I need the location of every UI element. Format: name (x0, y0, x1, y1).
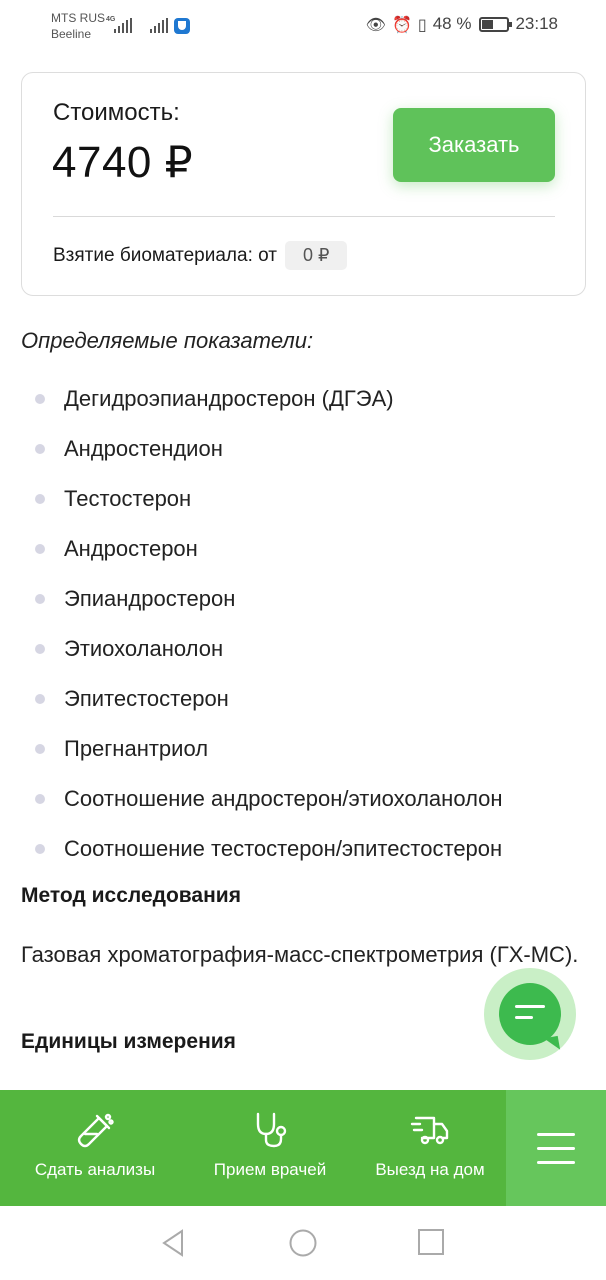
bullet-icon (35, 844, 45, 854)
list-item (0, 724, 606, 774)
indicator-label: Соотношение тестостерон/эпитестостерон (64, 836, 503, 861)
list-item (0, 774, 606, 824)
alarm-icon: ⏰ (391, 14, 412, 34)
battery-percent: 48 % (432, 14, 472, 33)
recent-apps-icon[interactable] (417, 1228, 445, 1256)
home-icon[interactable] (288, 1228, 318, 1258)
price-value: 4740 ₽ (52, 138, 194, 187)
list-item (0, 574, 606, 624)
divider (53, 216, 555, 217)
eye-icon: 👁 (365, 14, 386, 34)
indicator-label: Тестостерон (64, 486, 192, 511)
status-bar (0, 0, 606, 52)
price-card (21, 72, 586, 296)
indicator-label: Эпитестостерон (64, 686, 229, 711)
indicator-label: Андростендион (64, 436, 223, 461)
delivery-truck-icon (410, 1110, 450, 1150)
units-title: Единицы измерения (21, 1030, 236, 1053)
bullet-icon (35, 594, 45, 604)
indicator-label: Андростерон (64, 536, 198, 561)
bullet-icon (35, 444, 45, 454)
bullet-icon (35, 494, 45, 504)
list-item (0, 824, 606, 874)
carrier-2: Beeline (51, 27, 92, 41)
back-icon[interactable] (158, 1228, 188, 1258)
order-button[interactable]: Заказать (393, 108, 555, 182)
biomaterial-row (53, 241, 347, 270)
biomaterial-price-chip: 0 ₽ (285, 241, 347, 270)
list-item (0, 624, 606, 674)
security-shield-icon (174, 18, 190, 34)
clock: 23:18 (515, 14, 558, 33)
nav-label: Сдать анализы (34, 1160, 156, 1179)
indicators-title: Определяемые показатели: (21, 328, 314, 353)
biomaterial-label: Взятие биоматериала: от (53, 244, 277, 266)
nav-label: Прием врачей (213, 1160, 327, 1179)
list-item (0, 424, 606, 474)
status-right (366, 14, 558, 34)
indicator-label: Соотношение андростерон/этиохоланолон (64, 786, 503, 811)
network-type-badge: 4G (106, 16, 116, 23)
price-label: Стоимость: (53, 99, 180, 126)
stethoscope-icon (250, 1110, 290, 1150)
method-title: Метод исследования (21, 884, 241, 907)
method-text: Газовая хроматография-масс-спектрометрия (ГХ-МС). (21, 942, 579, 967)
list-item (0, 674, 606, 724)
chat-bubble-icon (499, 983, 561, 1045)
bullet-icon (35, 694, 45, 704)
list-item (0, 474, 606, 524)
bullet-icon (35, 644, 45, 654)
indicator-label: Эпиандростерон (64, 586, 236, 611)
bullet-icon (35, 394, 45, 404)
android-nav-bar (0, 1206, 606, 1280)
carrier-1: MTS RUS (51, 11, 105, 25)
nav-item-doctors[interactable] (190, 1090, 350, 1206)
chat-button[interactable] (484, 968, 576, 1060)
list-item (0, 374, 606, 424)
indicator-label: Этиохоланолон (64, 636, 224, 661)
indicators-list (0, 374, 606, 874)
nav-item-home-visit[interactable] (350, 1090, 510, 1206)
indicator-label: Дегидроэпиандростерон (ДГЭА) (64, 386, 394, 411)
signal-strength-icon (150, 19, 168, 33)
list-item (0, 524, 606, 574)
battery-icon (479, 17, 509, 32)
bullet-icon (35, 794, 45, 804)
carrier-info (51, 10, 105, 42)
bottom-nav (0, 1090, 606, 1206)
bullet-icon (35, 544, 45, 554)
signal-strength-icon (114, 19, 132, 33)
indicator-label: Прегнантриол (64, 736, 209, 761)
bullet-icon (35, 744, 45, 754)
nav-label: Выезд на дом (375, 1160, 485, 1179)
vibrate-icon: ▯ (417, 14, 427, 34)
nav-item-tests[interactable] (0, 1090, 190, 1206)
test-tube-icon (75, 1110, 115, 1150)
hamburger-menu-icon[interactable] (506, 1090, 606, 1206)
